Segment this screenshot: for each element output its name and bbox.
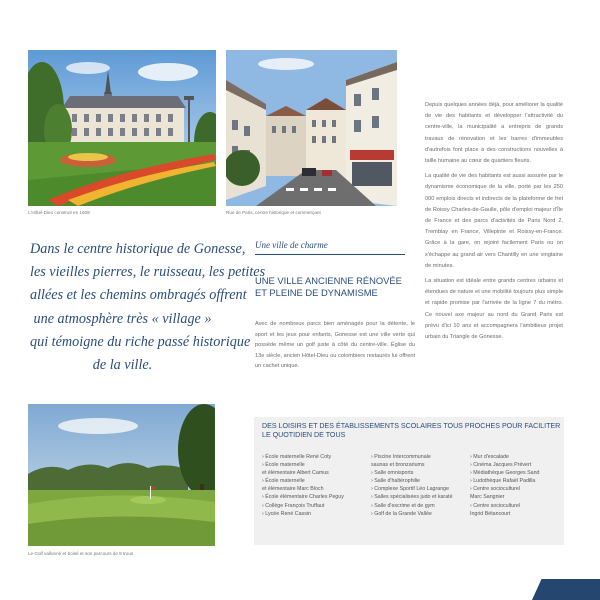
paragraph-economy: La qualité de vie des habitants est aussi assurée par le dynamisme économique de la ville, porté par les 250 000 emplois directs et indirects de la plateforme de fret de Roissy Charles-de-Gaulle, pôle d'emploi majeur d'Île de France et des parcs d'activités de Paris Nord 2, Tremblay en France, Villepinte et Roissy-en-France. Grâce à la gare, on rejoint facilement Paris ou on s'échappe au grand air vers Chantilly en une vingtaine de minutes. (425, 173, 563, 269)
list-item: › Salle omnisports (371, 470, 414, 477)
list-item: › Mur d'escalade (470, 454, 509, 460)
list-item: › École maternelle (262, 462, 305, 469)
golf-caption: Le Golf vallonné et boisé et son parcours de 9 trous (28, 551, 134, 556)
list-item: Marc Sangnier (470, 494, 505, 501)
rue-de-paris-caption: Rue de Paris, centre historique et commerçant (226, 210, 321, 215)
list-item: › Collège François Truffaut (262, 502, 325, 509)
list-item: › École élémentaire Charles Peguy (262, 494, 344, 501)
sports-list (371, 453, 453, 518)
section-kicker: Une ville de charme (255, 240, 328, 250)
leisure-schools-box (254, 417, 564, 545)
list-item: › Centre socioculturel (470, 502, 521, 509)
paragraph-renovation: Depuis quelques années déjà, pour améliorer la qualité de vie des habitants et développer l'attractivité du centre-ville, la municipalité a entrepris de grands travaux de rénovation et les barres d'immeubles d'autrefois font place à des constructions nouvelles à taille humaine au cœur de quartiers fleuris. (425, 102, 563, 165)
hotel-dieu-photo (28, 50, 216, 206)
box-title-line: DES LOISIRS ET DES ÉTABLISSEMENTS SCOLAIRES TOUS PROCHES POUR FACILITER (262, 422, 561, 430)
list-item: › Centre socioculturel (470, 486, 521, 493)
list-item: › Médiathèque Georges Sand (470, 470, 540, 477)
quote-line: allées et les chemins ombragés offrent (30, 287, 247, 304)
list-item: › Lycée René Cassin (262, 510, 311, 517)
box-title (262, 422, 561, 440)
kicker-divider (255, 254, 405, 255)
paragraph-situation: La situation est idéale entre grands centres urbains et étendues de nature et une mobilité toujours plus simple et rapide promise par l'arrivée de la ligne 7 du métro. Ce nouvel axe majeur au nord du Grand Paris est prévu d'ici 10 ans et accompagnera l'ambitieux projet urbain du Triangle de Gonesse. (425, 278, 563, 341)
page-corner-tab (532, 579, 600, 600)
rue-de-paris-photo (226, 50, 397, 206)
list-item: et élémentaire Marc Bloch (262, 486, 324, 493)
list-item: et élémentaire Albert Camus (262, 470, 329, 477)
list-item: Ingrid Bétancourt (470, 510, 511, 517)
quote-line: qui témoigne du riche passé historique (30, 333, 251, 350)
golf-photo (28, 404, 215, 546)
list-item: saunas et bronzariums (371, 462, 425, 469)
list-item: › École maternelle (262, 478, 305, 485)
quote-line: Dans le centre historique de Gonesse, (30, 241, 246, 257)
list-item: › Complexe Sportif Léo Lagrange (371, 486, 450, 493)
schools-list (262, 453, 344, 518)
list-item: › Salles spécialisées judo et karaté (371, 494, 453, 501)
quote-line: les vieilles pierres, le ruisseau, les petites (30, 264, 266, 281)
section-intro: Avec de nombreux parcs bien aménagés pour la détente, le sport et les jeux pour enfants, Gonesse est une ville verte qui possède même un golf juste à côté du centre-ville. Église du 13e siècle, ancien Hôtel-Dieu ou colombiers restaurés lui offrent un cachet unique. (255, 321, 415, 370)
pull-quote (30, 238, 266, 377)
box-title-line: LE QUOTIDIEN DE TOUS (262, 431, 346, 440)
heading-line: ET PLEINE DE DYNAMISME (255, 287, 378, 298)
hotel-dieu-caption: L'Hôtel-Dieu construit en 1609 (28, 210, 90, 215)
list-item: › Salle d'haltérophilie (371, 478, 421, 485)
list-item: › Piscine Intercommunale (371, 454, 431, 460)
list-item: › Golf de la Grande Vallée (371, 510, 432, 517)
quote-line: de la ville. (92, 357, 153, 374)
section-heading (255, 275, 415, 299)
culture-list (470, 453, 540, 518)
list-item: › Cinéma Jacques Prévert (470, 462, 532, 469)
right-column-text (425, 100, 563, 347)
quote-line: une atmosphère très « village » (33, 310, 212, 327)
list-item: › Salle d'escrime et de gym (371, 502, 435, 509)
heading-line: UNE VILLE ANCIENNE RÉNOVÉE (255, 275, 402, 286)
list-item: › École maternelle René Coty (262, 454, 332, 460)
list-item: › Ludothèque Rafaël Padilla (470, 478, 536, 485)
